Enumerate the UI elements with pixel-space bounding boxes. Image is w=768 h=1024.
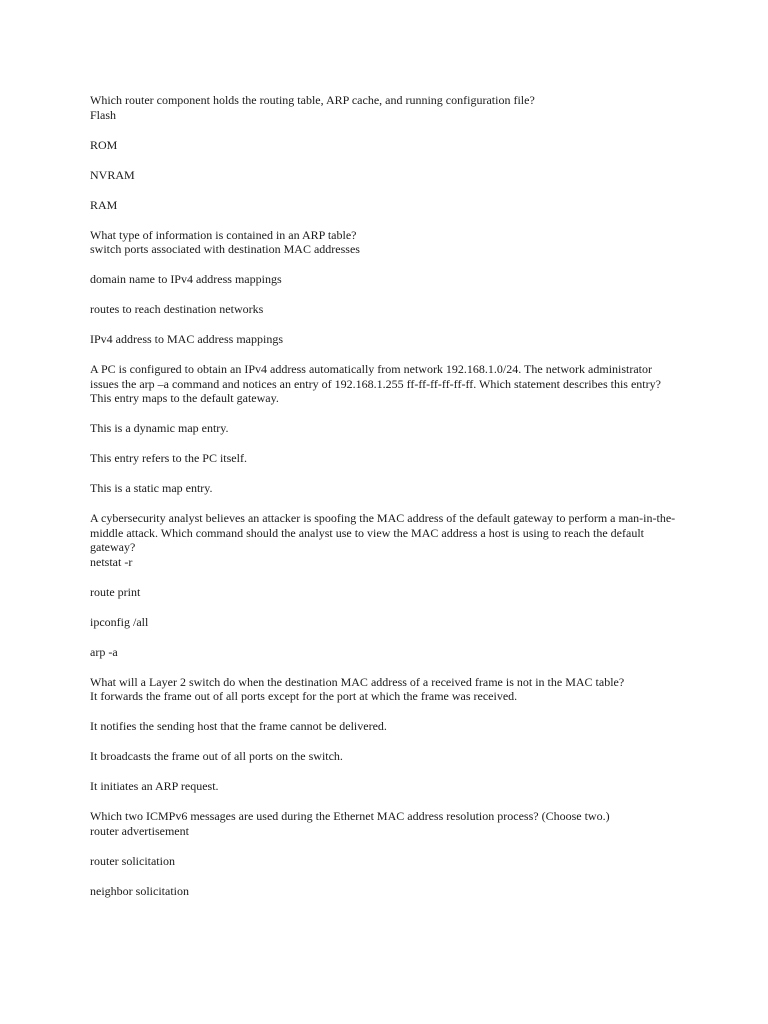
- answer-option: router solicitation: [90, 853, 175, 868]
- question-1: [90, 93, 680, 212]
- question-2: [90, 228, 680, 347]
- question-text: A PC is configured to obtain an IPv4 address automatically from network 192.168.1.0/24. The network administrator issues the arp –a command and notices an entry of 192.168.1.255 ff-ff-ff-ff-ff-ff. Which statement describes this entry?: [90, 362, 661, 391]
- answer-option: This entry refers to the PC itself.: [90, 451, 247, 465]
- answer-option: IPv4 address to MAC address mappings: [90, 332, 283, 346]
- answer-option: ROM: [90, 137, 118, 152]
- answer-option: It notifies the sending host that the frame cannot be delivered.: [90, 719, 387, 733]
- answer-option: neighbor solicitation: [90, 883, 189, 898]
- answer-option: route print: [90, 584, 141, 599]
- question-text: Which router component holds the routing table, ARP cache, and running configuration file?: [90, 93, 535, 107]
- question-5: [90, 675, 680, 794]
- answer-option: arp -a: [90, 644, 118, 659]
- question-text: A cybersecurity analyst believes an attacker is spoofing the MAC address of the default gateway to perform a man-in-the-middle attack. Which command should the analyst use to view the MAC address a host is using to reach the default gateway?: [90, 511, 676, 554]
- answer-option: router advertisement: [90, 823, 189, 838]
- answer-option: This is a dynamic map entry.: [90, 421, 229, 435]
- answer-option: routes to reach destination networks: [90, 302, 264, 316]
- question-6: [90, 809, 680, 898]
- answer-option: NVRAM: [90, 167, 135, 182]
- question-4: [90, 511, 680, 659]
- question-3: [90, 362, 680, 496]
- answer-option: This entry maps to the default gateway.: [90, 391, 279, 405]
- answer-option: It forwards the frame out of all ports except for the port at which the frame was received.: [90, 689, 518, 703]
- document-page: [90, 93, 680, 914]
- answer-option: It broadcasts the frame out of all ports on the switch.: [90, 749, 343, 763]
- answer-option: It initiates an ARP request.: [90, 779, 219, 793]
- answer-option: netstat -r: [90, 554, 133, 569]
- answer-option: domain name to IPv4 address mappings: [90, 272, 282, 286]
- question-text: What type of information is contained in an ARP table?: [90, 227, 357, 242]
- answer-option: Flash: [90, 107, 117, 122]
- answer-option: RAM: [90, 197, 118, 212]
- question-text: What will a Layer 2 switch do when the destination MAC address of a received frame is not in the MAC table?: [90, 674, 625, 689]
- answer-option: This is a static map entry.: [90, 481, 213, 495]
- answer-option: ipconfig /all: [90, 614, 149, 629]
- answer-option: switch ports associated with destination MAC addresses: [90, 242, 360, 256]
- question-text: Which two ICMPv6 messages are used during the Ethernet MAC address resolution process? (Choose two.): [90, 809, 610, 823]
